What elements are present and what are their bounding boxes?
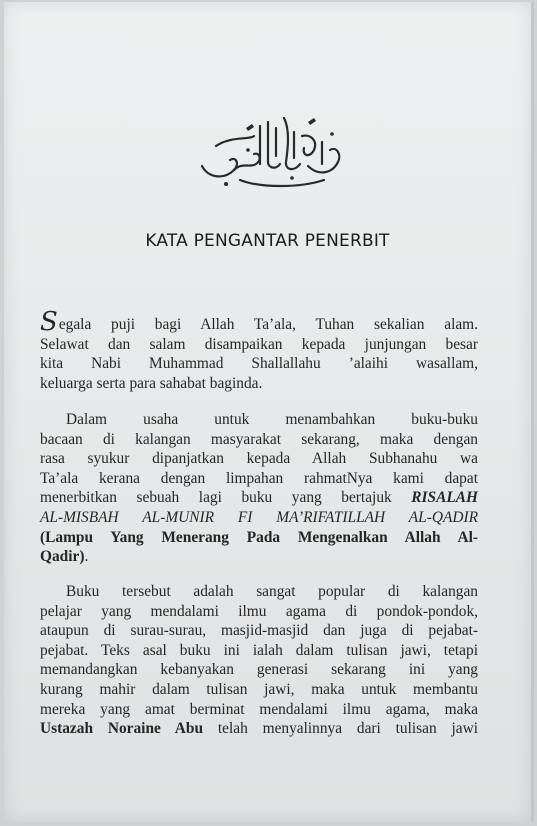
text-line: kurang mahir dalam tulisan jawi, maka untuk membantu (40, 680, 478, 698)
text-line: egala puji bagi Allah Ta’ala, Tuhan sekalian alam. (58, 316, 478, 333)
text-line: kita Nabi Muhammad Shallallahu ’alaihi wasallam, (40, 355, 478, 373)
book-title-italic: AL-MISBAH AL-MUNIR FI MA’RIFATILLAH AL-QADIR (40, 508, 478, 526)
text-line: Dalam usaha untuk menambahkan buku-buku (66, 411, 478, 428)
text-line: menerbitkan sebuah lagi buku yang bertajuk (40, 489, 412, 507)
book-subtitle-bold: (Lampu Yang Menerang Pada Mengenalkan Allah Al- (40, 528, 478, 546)
text-line: . (84, 548, 89, 566)
text-line: telah menyalinnya dari tulisan jawi (203, 720, 479, 738)
page-heading: KATA PENGANTAR PENERBIT (145, 231, 390, 251)
author-name-bold: Ustazah Noraine Abu (40, 720, 204, 738)
paragraph-3 (40, 582, 478, 739)
text-line: keluarga serta para sahabat baginda. (40, 374, 263, 392)
book-page (4, 2, 534, 822)
text-line: ataupun di surau-surau, masjid-masjid dan juga di pejabat- (40, 622, 478, 640)
bismillah-calligraphy-icon (190, 106, 350, 192)
paragraph-1 (40, 307, 478, 393)
text-line: bacaan di kalangan masyarakat sekarang, maka dengan (40, 430, 478, 448)
book-title-italic: RISALAH (411, 489, 478, 507)
drop-cap: S (40, 307, 58, 337)
text-line: memandangkan kebanyakan generasi sekarang ini yang (40, 661, 478, 679)
text-line: pejabat. Teks asal buku ini ialah dalam tulisan jawi, tetapi (40, 641, 478, 659)
text-line: Selawat dan salam disampaikan kepada junjungan besar (40, 335, 478, 353)
text-line: mereka yang amat berminat mendalami ilmu agama, maka (40, 700, 478, 718)
text-line: Buku tersebut adalah sangat popular di kalangan (66, 583, 478, 600)
book-subtitle-bold: Qadir) (40, 548, 85, 566)
text-line: pelajar yang mendalami ilmu agama di pondok-pondok, (40, 602, 478, 620)
text-line: rasa syukur dipanjatkan kepada Allah Subhanahu wa (40, 450, 478, 468)
paragraph-2 (40, 410, 478, 567)
text-line: Ta’ala kerana dengan limpahan rahmatNya kami dapat (40, 469, 478, 487)
